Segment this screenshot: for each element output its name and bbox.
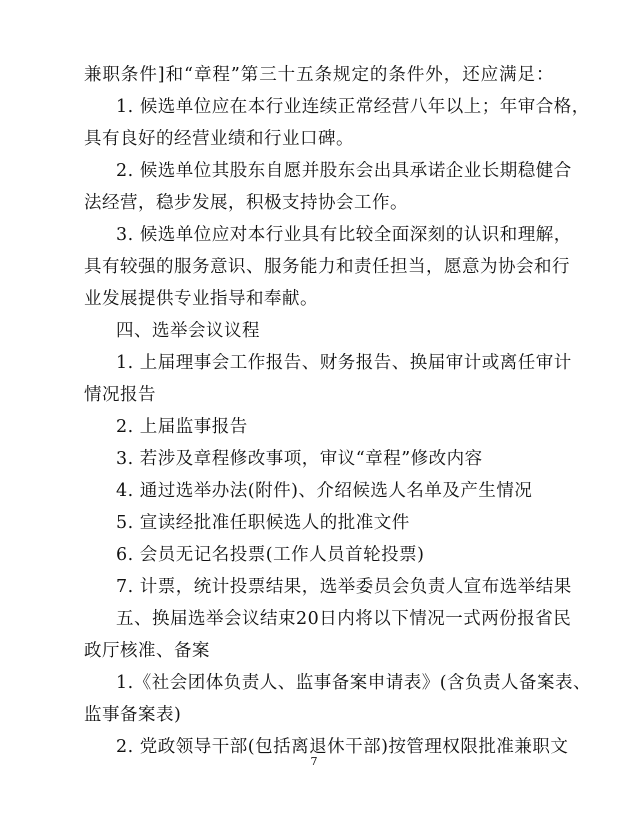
text-line-8: 业发展提供专业指导和奉献。 [84, 289, 318, 309]
text-line-2: 1. 候选单位应在本行业连续正常经营八年以上；年审合格， [116, 97, 590, 117]
section-heading-4: 四、选举会议议程 [116, 321, 260, 341]
text-line-3: 具有良好的经营业绩和行业口碑。 [84, 129, 354, 149]
text-line-7: 具有较强的服务意识、服务能力和责任担当，愿意为协会和行 [84, 257, 570, 277]
agenda-item-1-continued: 情况报告 [84, 385, 156, 405]
text-line-5: 法经营，稳步发展，积极支持协会工作。 [84, 193, 408, 213]
filing-item-2: 2. 党政领导干部(包括离退休干部)按管理权限批准兼职文 [116, 737, 569, 757]
page-number: 7 [310, 755, 318, 768]
agenda-item-2: 2. 上届监事报告 [116, 417, 248, 437]
text-line-1: 兼职条件]和“章程”第三十五条规定的条件外，还应满足： [84, 65, 554, 85]
agenda-item-4: 4. 通过选举办法(附件)、介绍候选人名单及产生情况 [116, 481, 533, 501]
agenda-item-6: 6. 会员无记名投票(工作人员首轮投票) [116, 545, 425, 565]
agenda-item-3: 3. 若涉及章程修改事项，审议“章程”修改内容 [116, 449, 483, 469]
agenda-item-1: 1. 上届理事会工作报告、财务报告、换届审计或离任审计 [116, 353, 572, 373]
section-heading-5: 五、换届选举会议结束20日内将以下情况一式两份报省民 [116, 609, 572, 629]
filing-item-1: 1.《社会团体负责人、监事备案申请表》(含负责人备案表、 [116, 673, 592, 693]
text-line-4: 2. 候选单位其股东自愿并股东会出具承诺企业长期稳健合 [116, 161, 572, 181]
section-heading-5-continued: 政厅核准、备案 [84, 641, 210, 661]
text-line-6: 3. 候选单位应对本行业具有比较全面深刻的认识和理解， [116, 225, 572, 245]
agenda-item-5: 5. 宣读经批准任职候选人的批准文件 [116, 513, 410, 533]
filing-item-1-continued: 监事备案表) [84, 705, 182, 725]
agenda-item-7: 7. 计票，统计投票结果，选举委员会负责人宣布选举结果 [116, 577, 572, 597]
